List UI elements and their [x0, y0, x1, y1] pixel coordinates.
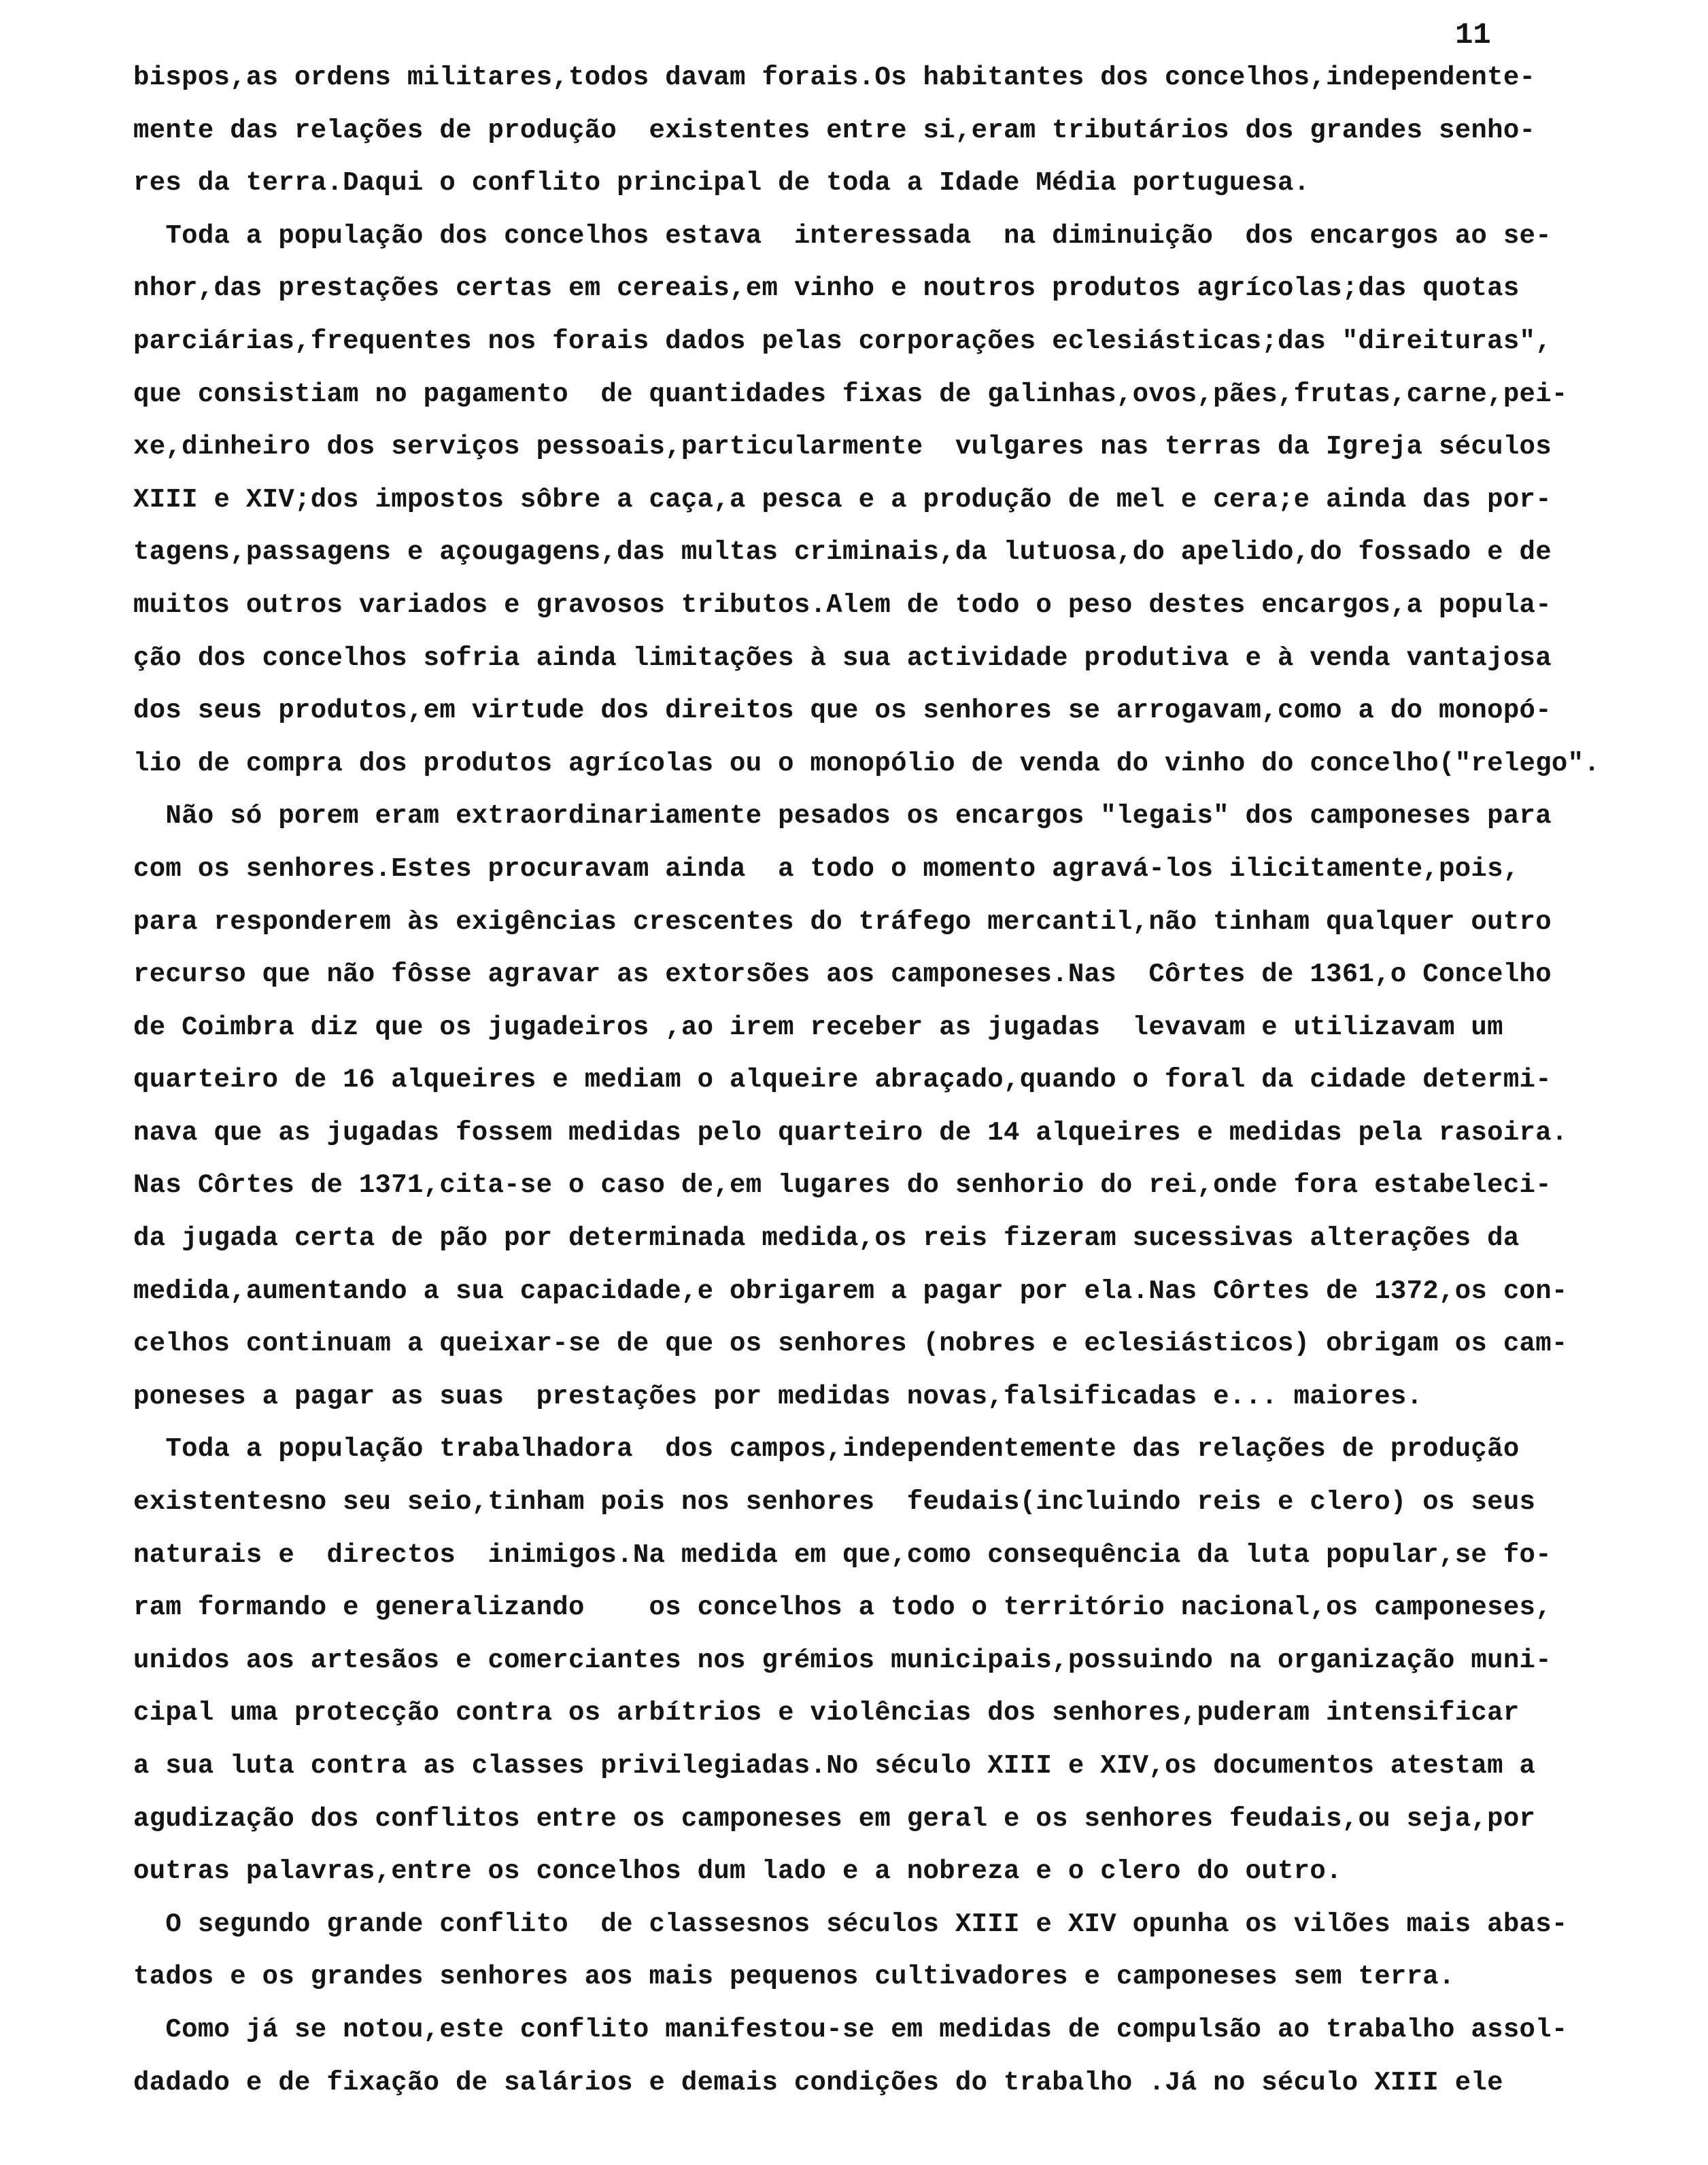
text-line: que consistiam no pagamento de quantidades fixas de galinhas,ovos,pães,frutas,carne,pei-	[133, 379, 1568, 409]
text-line: Nas Côrtes de 1371,cita-se o caso de,em lugares do senhorio do rei,onde fora estabeleci-	[133, 1170, 1552, 1201]
text-line: a sua luta contra as classes privilegiadas.No século XIII e XIV,os documentos atestam a	[133, 1751, 1536, 1781]
text-line: mente das relações de produção existentes entre si,eram tributários dos grandes senho-	[133, 115, 1536, 146]
text-line: Toda a população trabalhadora dos campos,independentemente das relações de produção	[133, 1434, 1520, 1465]
text-line: quarteiro de 16 alqueires e mediam o alqueire abraçado,quando o foral da cidade determi-	[133, 1065, 1552, 1095]
text-line: medida,aumentando a sua capacidade,e obrigarem a pagar por ela.Nas Côrtes de 1372,os con-	[133, 1276, 1568, 1306]
text-line: ram formando e generalizando os concelhos a todo o território nacional,os camponeses,	[133, 1592, 1552, 1623]
page-number: 11	[1455, 18, 1491, 52]
paragraph-4	[133, 1898, 1636, 2004]
text-line: O segundo grande conflito de classesnos séculos XIII e XIV opunha os vilões mais abas-	[133, 1909, 1568, 1939]
text-line: naturais e directos inimigos.Na medida em que,como consequência da luta popular,se fo-	[133, 1539, 1552, 1570]
text-line: celhos continuam a queixar-se de que os senhores (nobres e eclesiásticos) obrigam os cam-	[133, 1329, 1568, 1359]
text-line: existentesno seu seio,tinham pois nos senhores feudais(incluindo reis e clero) os seus	[133, 1487, 1536, 1518]
text-line: dos seus produtos,em virtude dos direitos que os senhores se arrogavam,como a do monopó-	[133, 696, 1552, 726]
text-line: dadado e de fixação de salários e demais condições do trabalho .Já no século XIII ele	[133, 2067, 1503, 2098]
text-line: muitos outros variados e gravosos tributos.Alem de todo o peso destes encargos,a popula-	[133, 590, 1552, 620]
text-line: agudização dos conflitos entre os camponeses em geral e os senhores feudais,ou seja,por	[133, 1803, 1536, 1834]
text-line: Não só porem eram extraordinariamente pesados os encargos "legais" dos camponeses para	[133, 801, 1552, 832]
text-line: tados e os grandes senhores aos mais pequenos cultivadores e camponeses sem terra.	[133, 1962, 1455, 1992]
paragraph-1	[133, 52, 1636, 210]
text-line: parciárias,frequentes nos forais dados pelas corporações eclesiásticas;das "direituras",	[133, 326, 1552, 356]
text-line: XIII e XIV;dos impostos sôbre a caça,a pesca e a produção de mel e cera;e ainda das por-	[133, 484, 1552, 515]
paragraph-2	[133, 210, 1636, 1424]
paragraph-3	[133, 1423, 1636, 1898]
paragraph-5	[133, 2004, 1636, 2109]
text-line: da jugada certa de pão por determinada medida,os reis fizeram sucessivas alterações da	[133, 1223, 1520, 1254]
body-text	[133, 52, 1636, 2109]
text-line: tagens,passagens e açougagens,das multas criminais,da lutuosa,do apelido,do fossado e de	[133, 537, 1552, 568]
text-line: recurso que não fôsse agravar as extorsões aos camponeses.Nas Côrtes de 1361,o Concelho	[133, 959, 1552, 990]
text-line: xe,dinheiro dos serviços pessoais,particularmente vulgares nas terras da Igreja séculos	[133, 432, 1552, 462]
text-line: nhor,das prestações certas em cereais,em vinho e noutros produtos agrícolas;das quotas	[133, 273, 1520, 304]
text-line: poneses a pagar as suas prestações por medidas novas,falsificadas e... maiores.	[133, 1381, 1423, 1412]
text-line: Como já se notou,este conflito manifestou-se em medidas de compulsão ao trabalho assol-	[133, 2014, 1568, 2045]
text-line: cipal uma protecção contra os arbítrios e violências dos senhores,puderam intensificar	[133, 1698, 1520, 1728]
text-line: com os senhores.Estes procuravam ainda a todo o momento agravá-los ilicitamente,pois,	[133, 853, 1520, 884]
text-line: ção dos concelhos sofria ainda limitações à sua actividade produtiva e à venda vantajosa	[133, 643, 1552, 673]
text-line: outras palavras,entre os concelhos dum lado e a nobreza e o clero do outro.	[133, 1856, 1342, 1887]
text-line: bispos,as ordens militares,todos davam forais.Os habitantes dos concelhos,independente-	[133, 63, 1536, 92]
text-line: lio de compra dos produtos agrícolas ou o monopólio de venda do vinho do concelho("relego".	[133, 748, 1601, 779]
text-line: nava que as jugadas fossem medidas pelo quarteiro de 14 alqueires e medidas pela rasoira.	[133, 1117, 1568, 1148]
text-line: de Coimbra diz que os jugadeiros ,ao irem receber as jugadas levavam e utilizavam um	[133, 1012, 1503, 1042]
text-line: res da terra.Daqui o conflito principal de toda a Idade Média portuguesa.	[133, 168, 1310, 199]
text-line: unidos aos artesãos e comerciantes nos grémios municipais,possuindo na organização muni-	[133, 1645, 1552, 1675]
text-line: para responderem às exigências crescentes do tráfego mercantil,não tinham qualquer outro	[133, 906, 1552, 937]
text-line: Toda a população dos concelhos estava interessada na diminuição dos encargos ao se-	[133, 220, 1552, 251]
